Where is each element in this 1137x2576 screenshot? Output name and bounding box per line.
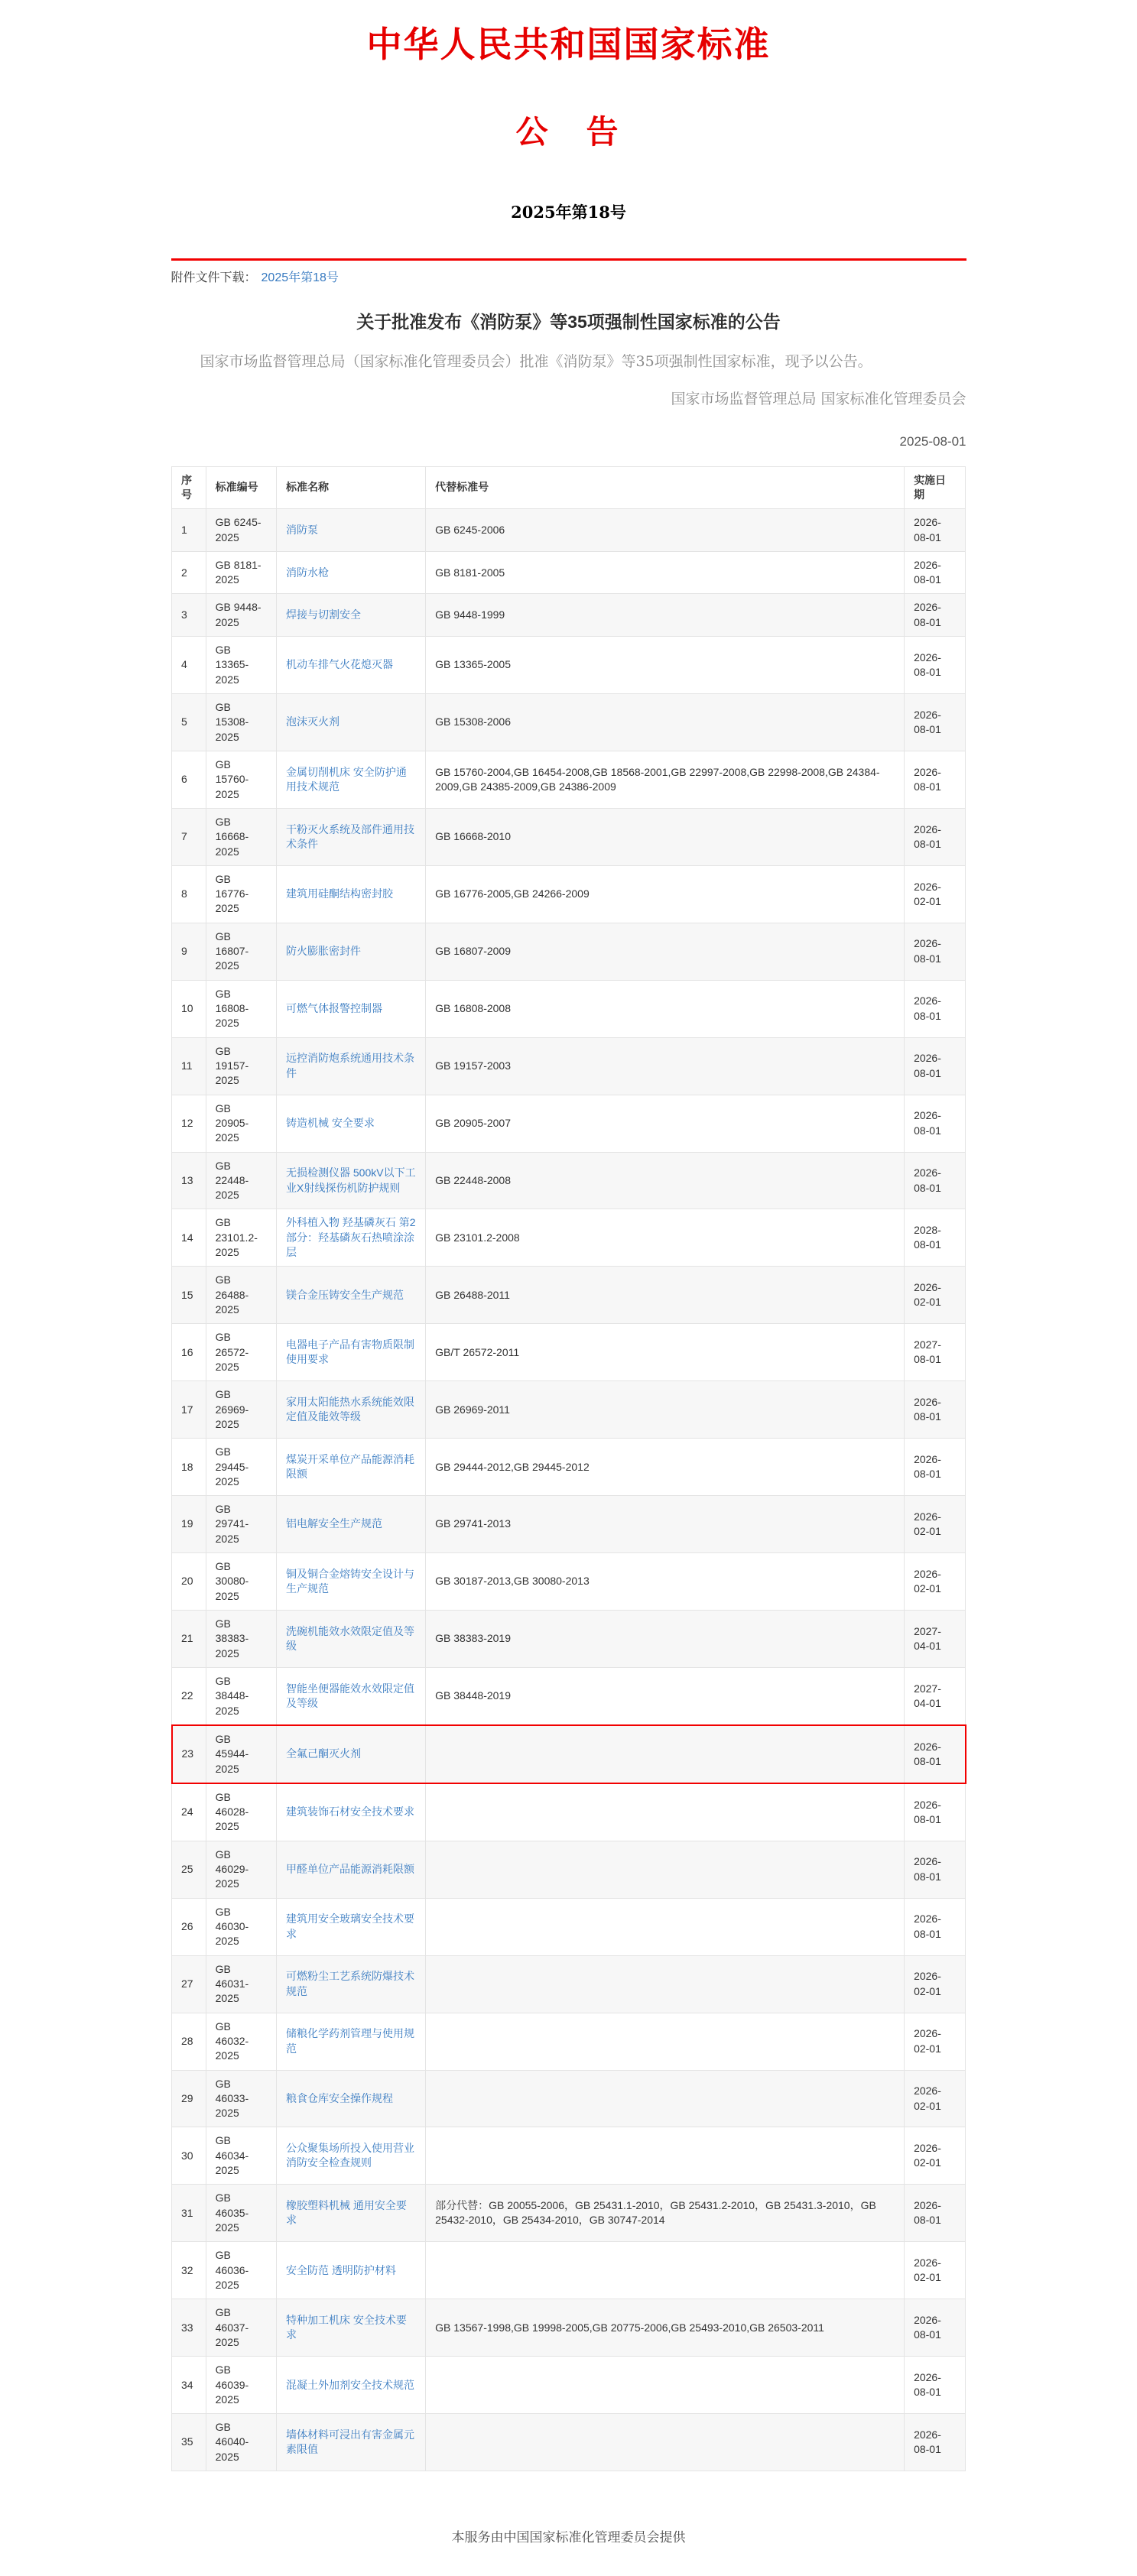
standard-code-cell: GB 46033-2025: [206, 2070, 276, 2127]
standard-code-cell: GB 29445-2025: [206, 1439, 276, 1496]
standard-name-cell: [277, 2299, 426, 2357]
implementation-date-cell: 2026-08-01: [905, 1725, 966, 1783]
column-header: 标准编号: [206, 466, 276, 509]
table-row: [172, 1267, 966, 1324]
replaced-standard-cell: GB 22448-2008: [426, 1152, 905, 1209]
replaced-standard-cell: GB 16668-2010: [426, 808, 905, 865]
seq-cell: 33: [172, 2299, 206, 2357]
standard-code-cell: GB 46028-2025: [206, 1783, 276, 1841]
implementation-date-cell: 2026-08-01: [905, 980, 966, 1037]
standard-code-cell: GB 13365-2025: [206, 637, 276, 694]
standard-name-link[interactable]: 可燃气体报警控制器: [286, 1002, 382, 1015]
standard-code-cell: GB 38383-2025: [206, 1611, 276, 1668]
issue-number: 2025年第18号: [511, 203, 626, 222]
replaced-standard-cell: GB 9448-1999: [426, 594, 905, 637]
standard-name-link[interactable]: 铜及铜合金熔铸安全设计与生产规范: [286, 1567, 414, 1595]
implementation-date-cell: 2026-08-01: [905, 2299, 966, 2357]
standard-code-cell: GB 6245-2025: [206, 509, 276, 552]
replaced-standard-cell: GB 19157-2003: [426, 1037, 905, 1095]
standard-code-cell: GB 29741-2025: [206, 1496, 276, 1553]
replaced-standard-cell: GB 13567-1998,GB 19998-2005,GB 20775-2006,GB 25493-2010,GB 26503-2011: [426, 2299, 905, 2357]
table-row: [172, 2242, 966, 2299]
implementation-date-cell: 2026-08-01: [905, 1783, 966, 1841]
standard-name-cell: [277, 1037, 426, 1095]
standard-name-link[interactable]: 橡胶塑料机械 通用安全要求: [286, 2199, 407, 2227]
seq-cell: 24: [172, 1783, 206, 1841]
replaced-standard-cell: GB 15760-2004,GB 16454-2008,GB 18568-2001,GB 22997-2008,GB 22998-2008,GB 24384-2009,GB 24385-2009,GB 24386-2009: [426, 751, 905, 808]
standard-name-cell: [277, 1496, 426, 1553]
standard-code-cell: GB 30080-2025: [206, 1553, 276, 1611]
replaced-standard-cell: GB 23101.2-2008: [426, 1209, 905, 1267]
page-title: 中华人民共和国国家标准: [366, 24, 771, 65]
standard-code-cell: GB 46036-2025: [206, 2242, 276, 2299]
red-divider-line: [171, 258, 966, 261]
standard-name-cell: [277, 1267, 426, 1324]
standard-code-cell: GB 16808-2025: [206, 980, 276, 1037]
standard-name-cell: [277, 509, 426, 552]
standard-name-cell: [277, 2242, 426, 2299]
table-row: [172, 808, 966, 865]
seq-cell: 15: [172, 1267, 206, 1324]
standard-code-cell: GB 46037-2025: [206, 2299, 276, 2357]
column-header: 实施日期: [905, 466, 966, 509]
table-row: [172, 1095, 966, 1152]
implementation-date-cell: 2026-08-01: [905, 594, 966, 637]
implementation-date-cell: 2026-02-01: [905, 1553, 966, 1611]
standard-name-cell: [277, 1611, 426, 1668]
replaced-standard-cell: [426, 2242, 905, 2299]
standard-name-link[interactable]: 公众聚集场所投入使用营业消防安全检查规则: [286, 2142, 414, 2169]
replaced-standard-cell: GB 16808-2008: [426, 980, 905, 1037]
seq-cell: 7: [172, 808, 206, 865]
table-row: [172, 1611, 966, 1668]
seq-cell: 14: [172, 1209, 206, 1267]
standard-name-cell: [277, 1439, 426, 1496]
standard-name-link[interactable]: 消防水枪: [286, 566, 329, 579]
standard-name-link[interactable]: 无损检测仪器 500kV以下工业X射线探伤机防护规则: [286, 1166, 416, 1194]
standard-code-cell: GB 15760-2025: [206, 751, 276, 808]
table-row: [172, 1955, 966, 2013]
standard-name-link[interactable]: 智能坐便器能效水效限定值及等级: [286, 1682, 414, 1709]
standard-code-cell: GB 23101.2-2025: [206, 1209, 276, 1267]
signature-line: 国家市场监督管理总局 国家标准化管理委员会: [671, 390, 966, 407]
seq-cell: 23: [172, 1725, 206, 1783]
replaced-standard-cell: [426, 1725, 905, 1783]
implementation-date-cell: 2026-08-01: [905, 1898, 966, 1955]
replaced-standard-cell: GB 30187-2013,GB 30080-2013: [426, 1553, 905, 1611]
table-row: [172, 2185, 966, 2242]
seq-cell: 1: [172, 509, 206, 552]
standard-name-link[interactable]: 防火膨胀密封件: [286, 945, 361, 958]
column-header: 标准名称: [277, 466, 426, 509]
seq-cell: 3: [172, 594, 206, 637]
standard-code-cell: GB 38448-2025: [206, 1667, 276, 1724]
standard-name-link[interactable]: 储粮化学药剂管理与使用规范: [286, 2027, 414, 2055]
replaced-standard-cell: GB 6245-2006: [426, 509, 905, 552]
standard-name-cell: [277, 1095, 426, 1152]
attachment-label: 附件文件下载：: [171, 271, 257, 284]
standard-name-link[interactable]: 全氟己酮灭火剂: [286, 1747, 361, 1760]
announcement-body: 国家市场监督管理总局（国家标准化管理委员会）批准《消防泵》等35项强制性国家标准，现予以公告。: [200, 353, 872, 370]
table-row: [172, 1209, 966, 1267]
standard-name-cell: [277, 751, 426, 808]
standard-name-cell: [277, 865, 426, 923]
seq-cell: 13: [172, 1152, 206, 1209]
table-row: [172, 2070, 966, 2127]
implementation-date-cell: 2026-08-01: [905, 551, 966, 594]
standard-code-cell: GB 22448-2025: [206, 1152, 276, 1209]
announcement-title: 关于批准发布《消防泵》等35项强制性国家标准的公告: [356, 312, 781, 332]
seq-cell: 16: [172, 1324, 206, 1381]
implementation-date-cell: 2026-02-01: [905, 1496, 966, 1553]
standards-table: [171, 466, 966, 2472]
standard-code-cell: GB 46039-2025: [206, 2357, 276, 2414]
seq-cell: 18: [172, 1439, 206, 1496]
table-row: [172, 2013, 966, 2070]
standard-name-cell: [277, 1955, 426, 2013]
standard-name-link[interactable]: 消防泵: [286, 523, 318, 536]
standard-name-link[interactable]: 建筑用安全玻璃安全技术要求: [286, 1913, 414, 1940]
seq-cell: 10: [172, 980, 206, 1037]
standard-code-cell: GB 26572-2025: [206, 1324, 276, 1381]
standard-name-link[interactable]: 干粉灭火系统及部件通用技术条件: [286, 822, 414, 850]
implementation-date-cell: 2026-08-01: [905, 2357, 966, 2414]
standard-name-cell: [277, 1152, 426, 1209]
table-row: [172, 1667, 966, 1724]
standard-name-link[interactable]: 煤炭开采单位产品能源消耗限额: [286, 1452, 414, 1481]
standard-code-cell: GB 46030-2025: [206, 1898, 276, 1955]
implementation-date-cell: 2026-08-01: [905, 751, 966, 808]
table-row: [172, 594, 966, 637]
standard-name-cell: [277, 808, 426, 865]
standard-name-cell: [277, 1783, 426, 1841]
replaced-standard-cell: GB 15308-2006: [426, 694, 905, 751]
replaced-standard-cell: GB 29741-2013: [426, 1496, 905, 1553]
table-row: [172, 1152, 966, 1209]
seq-cell: 28: [172, 2013, 206, 2070]
seq-cell: 12: [172, 1095, 206, 1152]
seq-cell: 26: [172, 1898, 206, 1955]
replaced-standard-cell: [426, 1841, 905, 1898]
replaced-standard-cell: [426, 2070, 905, 2127]
replaced-standard-cell: [426, 2357, 905, 2414]
standard-name-link[interactable]: 建筑装饰石材安全技术要求: [286, 1805, 414, 1818]
replaced-standard-cell: [426, 1898, 905, 1955]
standard-name-cell: [277, 694, 426, 751]
table-row: [172, 2414, 966, 2471]
standard-name-cell: [277, 1209, 426, 1267]
replaced-standard-cell: [426, 2127, 905, 2185]
table-row: [172, 509, 966, 552]
table-body: [172, 509, 966, 2471]
standard-code-cell: GB 45944-2025: [206, 1725, 276, 1783]
implementation-date-cell: 2026-02-01: [905, 2242, 966, 2299]
replaced-standard-cell: [426, 1955, 905, 2013]
standard-name-link[interactable]: 外科植入物 羟基磷灰石 第2部分：羟基磷灰石热喷涂涂层: [286, 1216, 416, 1259]
standard-code-cell: GB 19157-2025: [206, 1037, 276, 1095]
table-row: [172, 2299, 966, 2357]
implementation-date-cell: 2028-08-01: [905, 1209, 966, 1267]
standard-name-link[interactable]: 甲醛单位产品能源消耗限额: [286, 1863, 414, 1876]
seq-cell: 9: [172, 923, 206, 980]
implementation-date-cell: 2026-08-01: [905, 1381, 966, 1439]
announcement-page: [171, 0, 966, 2545]
standard-name-cell: [277, 2070, 426, 2127]
replaced-standard-cell: [426, 2414, 905, 2471]
standard-code-cell: GB 46035-2025: [206, 2185, 276, 2242]
footer-text: 本服务由中国国家标准化管理委员会提供: [451, 2530, 686, 2545]
standard-name-link[interactable]: 泡沫灭火剂: [286, 715, 339, 728]
table-row: [172, 2127, 966, 2185]
standard-name-cell: [277, 1381, 426, 1439]
seq-cell: 8: [172, 865, 206, 923]
standard-name-cell: [277, 2357, 426, 2414]
seq-cell: 31: [172, 2185, 206, 2242]
standard-name-link[interactable]: 建筑用硅酮结构密封胶: [286, 887, 393, 900]
standard-name-link[interactable]: 家用太阳能热水系统能效限定值及能效等级: [286, 1395, 414, 1423]
standard-name-cell: [277, 1725, 426, 1783]
standard-code-cell: GB 46031-2025: [206, 1955, 276, 2013]
table-row: [172, 1898, 966, 1955]
attachment-download-link[interactable]: 2025年第18号: [261, 271, 339, 284]
standard-name-cell: [277, 1841, 426, 1898]
standard-code-cell: GB 16668-2025: [206, 808, 276, 865]
standard-name-cell: [277, 1898, 426, 1955]
standard-name-cell: [277, 980, 426, 1037]
standard-code-cell: GB 46034-2025: [206, 2127, 276, 2185]
implementation-date-cell: 2026-02-01: [905, 2127, 966, 2185]
seq-cell: 30: [172, 2127, 206, 2185]
table-row: [172, 1439, 966, 1496]
implementation-date-cell: 2026-02-01: [905, 2070, 966, 2127]
seq-cell: 29: [172, 2070, 206, 2127]
seq-cell: 4: [172, 637, 206, 694]
implementation-date-cell: 2026-08-01: [905, 1439, 966, 1496]
replaced-standard-cell: GB 38383-2019: [426, 1611, 905, 1668]
table-row: [172, 1037, 966, 1095]
standard-code-cell: GB 46029-2025: [206, 1841, 276, 1898]
table-header-row: [172, 466, 966, 509]
standard-code-cell: GB 15308-2025: [206, 694, 276, 751]
table-row: [172, 1841, 966, 1898]
seq-cell: 11: [172, 1037, 206, 1095]
seq-cell: 20: [172, 1553, 206, 1611]
seq-cell: 22: [172, 1667, 206, 1724]
replaced-standard-cell: GB 26488-2011: [426, 1267, 905, 1324]
standard-name-link[interactable]: 铸造机械 安全要求: [286, 1116, 375, 1129]
standard-name-link[interactable]: 可燃粉尘工艺系统防爆技术规范: [286, 1970, 414, 1997]
implementation-date-cell: 2026-02-01: [905, 1267, 966, 1324]
standard-name-link[interactable]: 远控消防炮系统通用技术条件: [286, 1052, 414, 1079]
standard-name-link[interactable]: 混凝土外加剂安全技术规范: [286, 2378, 414, 2391]
implementation-date-cell: 2026-08-01: [905, 509, 966, 552]
implementation-date-cell: 2027-04-01: [905, 1611, 966, 1668]
replaced-standard-cell: GB 20905-2007: [426, 1095, 905, 1152]
replaced-standard-cell: GB 26969-2011: [426, 1381, 905, 1439]
column-header: 代替标准号: [426, 466, 905, 509]
standard-name-cell: [277, 1667, 426, 1724]
table-row: [172, 694, 966, 751]
implementation-date-cell: 2026-08-01: [905, 1152, 966, 1209]
seq-cell: 6: [172, 751, 206, 808]
seq-cell: 32: [172, 2242, 206, 2299]
standard-code-cell: GB 20905-2025: [206, 1095, 276, 1152]
standard-name-link[interactable]: 粮食仓库安全操作规程: [286, 2091, 393, 2104]
standard-code-cell: GB 8181-2025: [206, 551, 276, 594]
table-row: [172, 551, 966, 594]
implementation-date-cell: 2026-08-01: [905, 923, 966, 980]
seq-cell: 35: [172, 2414, 206, 2471]
implementation-date-cell: 2026-08-01: [905, 2414, 966, 2471]
page-subtitle: 公 告: [515, 113, 622, 151]
standard-name-link[interactable]: 洗碗机能效水效限定值及等级: [286, 1624, 414, 1652]
table-row: [172, 923, 966, 980]
table-row: [172, 751, 966, 808]
standard-code-cell: GB 16807-2025: [206, 923, 276, 980]
standard-name-link[interactable]: 墙体材料可浸出有害金属元素限值: [286, 2428, 414, 2456]
implementation-date-cell: 2026-02-01: [905, 865, 966, 923]
standard-name-cell: [277, 1553, 426, 1611]
implementation-date-cell: 2026-08-01: [905, 808, 966, 865]
standard-name-link[interactable]: 铝电解安全生产规范: [286, 1517, 382, 1530]
table-row: [172, 1725, 966, 1783]
seq-cell: 34: [172, 2357, 206, 2414]
implementation-date-cell: 2026-08-01: [905, 1095, 966, 1152]
table-row: [172, 1381, 966, 1439]
table-row: [172, 1324, 966, 1381]
seq-cell: 19: [172, 1496, 206, 1553]
standard-name-link[interactable]: 安全防范 透明防护材料: [286, 2263, 396, 2276]
standard-name-cell: [277, 2414, 426, 2471]
replaced-standard-cell: GB 13365-2005: [426, 637, 905, 694]
implementation-date-cell: 2026-08-01: [905, 694, 966, 751]
standard-name-cell: [277, 923, 426, 980]
seq-cell: 21: [172, 1611, 206, 1668]
replaced-standard-cell: 部分代替：GB 20055-2006，GB 25431.1-2010，GB 25431.2-2010，GB 25431.3-2010，GB 25432-2010，GB 25434-2010，GB 30747-2014: [426, 2185, 905, 2242]
implementation-date-cell: 2026-08-01: [905, 2185, 966, 2242]
seq-cell: 17: [172, 1381, 206, 1439]
replaced-standard-cell: [426, 2013, 905, 2070]
standard-code-cell: GB 46032-2025: [206, 2013, 276, 2070]
seq-cell: 2: [172, 551, 206, 594]
table-row: [172, 1783, 966, 1841]
implementation-date-cell: 2026-08-01: [905, 637, 966, 694]
standard-code-cell: GB 9448-2025: [206, 594, 276, 637]
implementation-date-cell: 2027-08-01: [905, 1324, 966, 1381]
standard-code-cell: GB 26488-2025: [206, 1267, 276, 1324]
replaced-standard-cell: GB 29444-2012,GB 29445-2012: [426, 1439, 905, 1496]
table-row: [172, 1553, 966, 1611]
standard-name-link[interactable]: 机动车排气火花熄灭器: [286, 658, 393, 671]
column-header: 序号: [172, 466, 206, 509]
standard-name-cell: [277, 1324, 426, 1381]
implementation-date-cell: 2026-02-01: [905, 1955, 966, 2013]
attachment-row: [171, 268, 966, 285]
standard-name-link[interactable]: 镁合金压铸安全生产规范: [286, 1288, 404, 1301]
table-row: [172, 980, 966, 1037]
standard-name-cell: [277, 2127, 426, 2185]
replaced-standard-cell: GB 16807-2009: [426, 923, 905, 980]
replaced-standard-cell: [426, 1783, 905, 1841]
implementation-date-cell: 2026-02-01: [905, 2013, 966, 2070]
table-row: [172, 1496, 966, 1553]
standard-code-cell: GB 46040-2025: [206, 2414, 276, 2471]
standard-name-cell: [277, 637, 426, 694]
replaced-standard-cell: GB/T 26572-2011: [426, 1324, 905, 1381]
standard-name-link[interactable]: 电器电子产品有害物质限制使用要求: [286, 1338, 414, 1366]
replaced-standard-cell: GB 8181-2005: [426, 551, 905, 594]
standard-name-link[interactable]: 金属切削机床 安全防护通用技术规范: [286, 765, 407, 793]
publish-date: 2025-08-01: [899, 433, 966, 449]
standard-name-link[interactable]: 焊接与切割安全: [286, 608, 361, 621]
table-row: [172, 2357, 966, 2414]
implementation-date-cell: 2026-08-01: [905, 1841, 966, 1898]
implementation-date-cell: 2026-08-01: [905, 1037, 966, 1095]
replaced-standard-cell: GB 38448-2019: [426, 1667, 905, 1724]
table-row: [172, 637, 966, 694]
seq-cell: 27: [172, 1955, 206, 2013]
seq-cell: 5: [172, 694, 206, 751]
standard-name-cell: [277, 2013, 426, 2070]
implementation-date-cell: 2027-04-01: [905, 1667, 966, 1724]
seq-cell: 25: [172, 1841, 206, 1898]
standard-name-link[interactable]: 特种加工机床 安全技术要求: [286, 2313, 407, 2341]
standard-name-cell: [277, 551, 426, 594]
standard-code-cell: GB 16776-2025: [206, 865, 276, 923]
table-row: [172, 865, 966, 923]
replaced-standard-cell: GB 16776-2005,GB 24266-2009: [426, 865, 905, 923]
standard-name-cell: [277, 2185, 426, 2242]
standard-name-cell: [277, 594, 426, 637]
standard-code-cell: GB 26969-2025: [206, 1381, 276, 1439]
